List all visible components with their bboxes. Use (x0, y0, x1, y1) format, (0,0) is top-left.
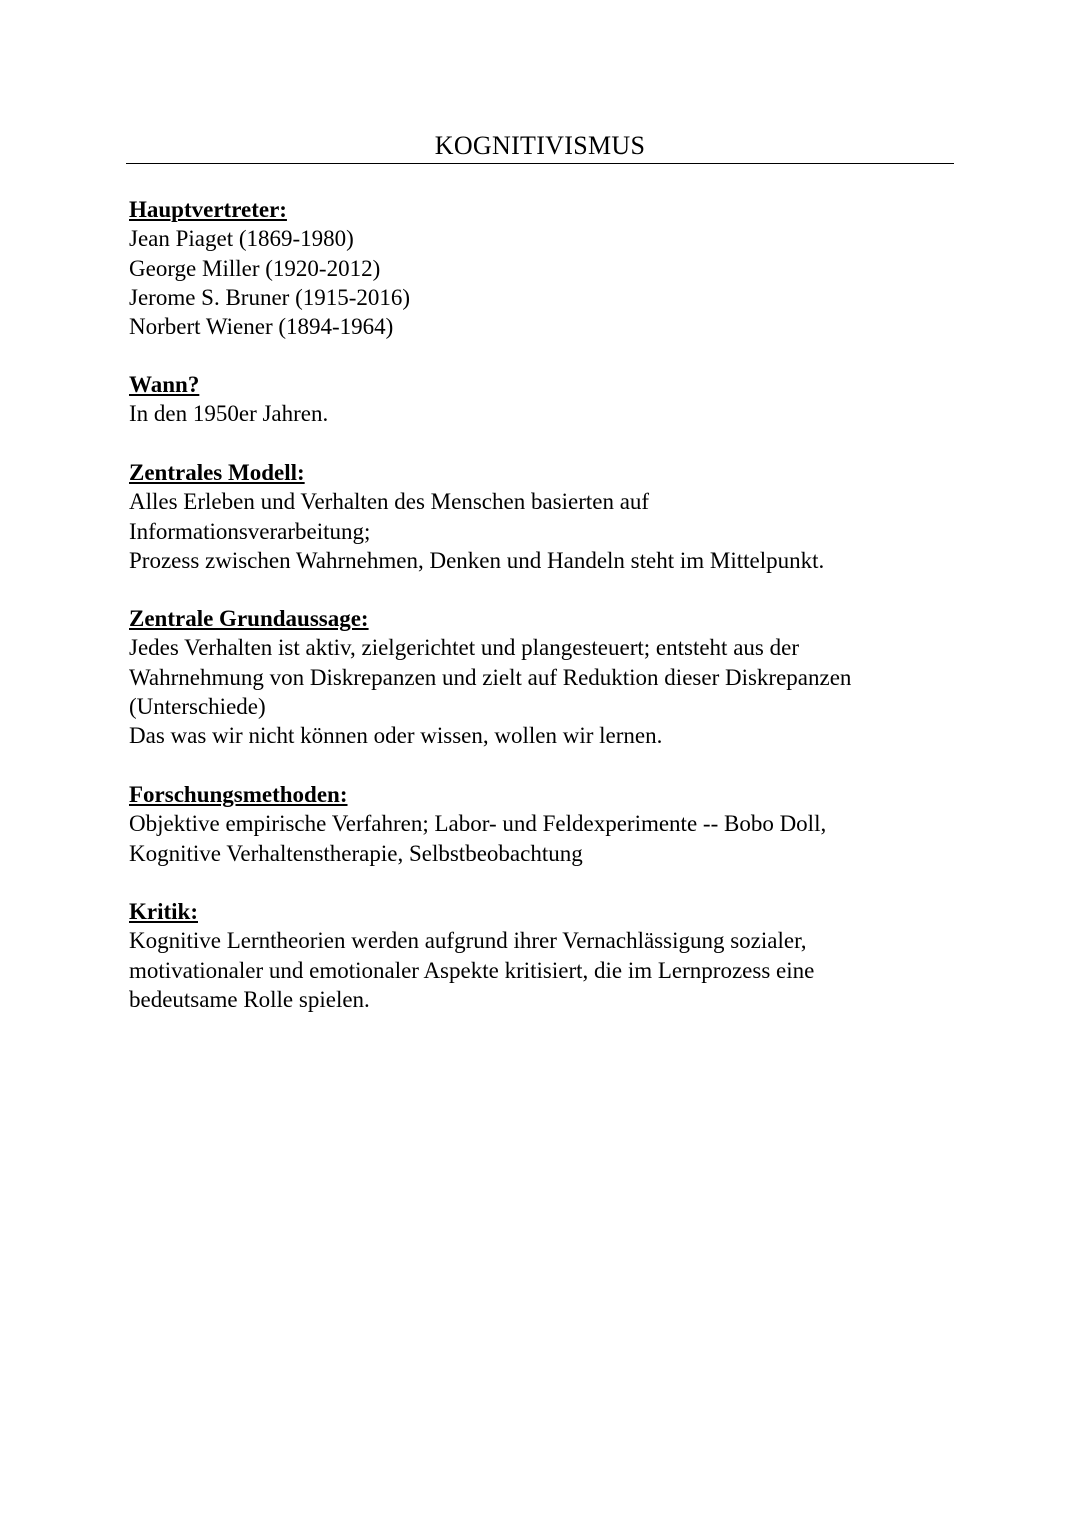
section-line: Prozess zwischen Wahrnehmen, Denken und Handeln steht im Mittelpunkt. (129, 547, 825, 573)
section-line: Alles Erleben und Verhalten des Menschen basierten auf (129, 489, 650, 515)
title-underline-rule (126, 163, 954, 164)
section-heading: Forschungsmethoden: (129, 782, 348, 807)
section-line: motivationaler und emotionaler Aspekte kritisiert, die im Lernprozess eine (129, 957, 815, 983)
page-title: KOGNITIVISMUS (434, 131, 646, 160)
section-line: Objektive empirische Verfahren; Labor- und Feldexperimente -- Bobo Doll, (129, 811, 827, 837)
section-kritik (129, 897, 949, 1014)
section-wann (129, 370, 949, 429)
section-heading: Wann? (129, 372, 200, 397)
section-line: Kognitive Verhaltenstherapie, Selbstbeobachtung (129, 840, 583, 866)
section-line: In den 1950er Jahren. (129, 401, 329, 427)
section-forschungsmethoden (129, 780, 949, 868)
section-line: George Miller (1920-2012) (129, 255, 381, 281)
section-line: bedeutsame Rolle spielen. (129, 986, 370, 1012)
section-line: Wahrnehmung von Diskrepanzen und zielt auf Reduktion dieser Diskrepanzen (129, 664, 852, 690)
section-line: Jedes Verhalten ist aktiv, zielgerichtet und plangesteuert; entsteht aus der (129, 635, 799, 661)
section-line: Jerome S. Bruner (1915-2016) (129, 284, 411, 310)
section-line: Norbert Wiener (1894-1964) (129, 314, 394, 340)
section-line: Das was wir nicht können oder wissen, wollen wir lernen. (129, 723, 663, 749)
section-zentrale-grundaussage (129, 604, 949, 750)
section-line: Kognitive Lerntheorien werden aufgrund ihrer Vernachlässigung sozialer, (129, 928, 807, 954)
section-line: Informationsverarbeitung; (129, 518, 371, 544)
section-heading: Zentrale Grundaussage: (129, 606, 369, 631)
section-hauptvertreter (129, 195, 949, 341)
section-zentrales-modell (129, 458, 949, 575)
section-line: Jean Piaget (1869-1980) (129, 226, 354, 252)
section-heading: Hauptvertreter: (129, 197, 287, 222)
section-heading: Zentrales Modell: (129, 460, 305, 485)
section-heading: Kritik: (129, 899, 198, 924)
section-line: (Unterschiede) (129, 693, 266, 719)
